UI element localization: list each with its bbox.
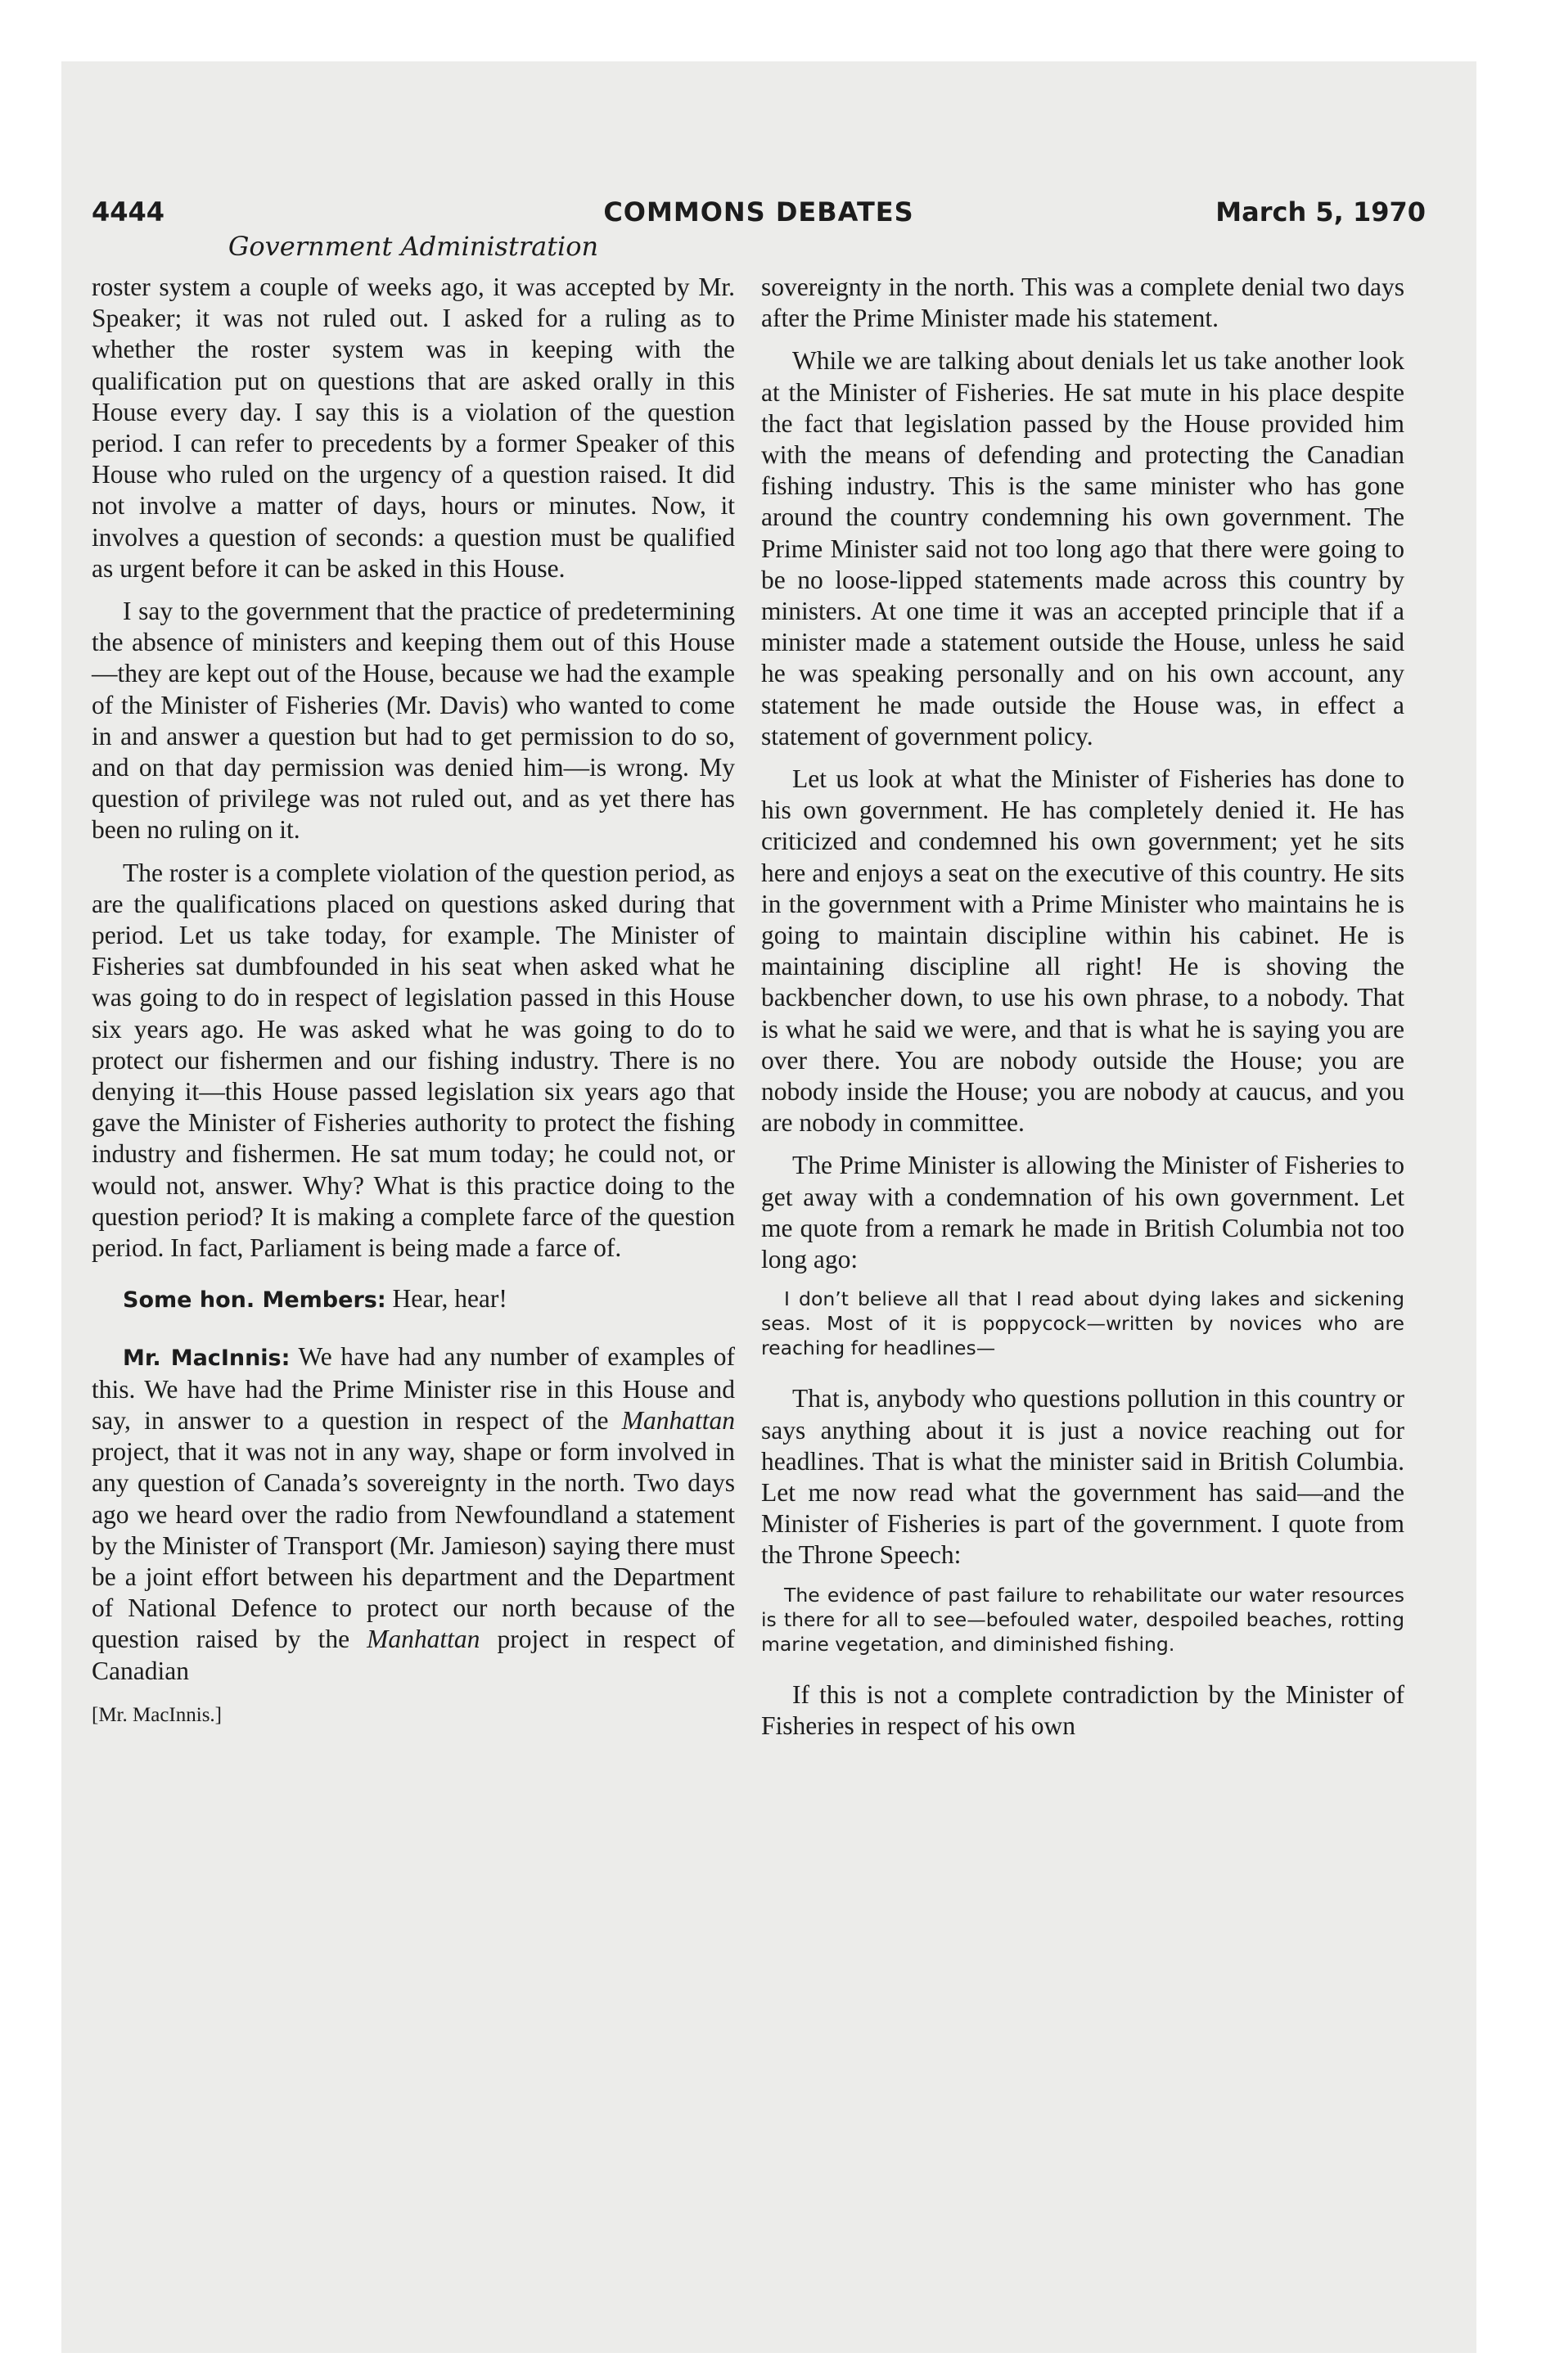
paragraph: If this is not a complete contradiction by the Minister of Fisheries in respect of his own	[761, 1679, 1404, 1740]
paragraph: sovereignty in the north. This was a complete denial two days after the Prime Minister made his statement.	[761, 273, 1404, 333]
vessel-name: Manhattan	[367, 1625, 480, 1654]
journal-title: COMMONS DEBATES	[603, 196, 914, 228]
speaker-attribution: [Mr. MacInnis.]	[92, 1703, 222, 1726]
interjection-text: Hear, hear!	[392, 1284, 507, 1314]
section-heading: Government Administration	[228, 231, 599, 262]
speech-text: We have had any number of examples of this. We have had the Prime Minister rise in this House and say, in answer to a question in respect of the	[92, 1341, 735, 1435]
interjection	[92, 1283, 735, 1316]
speaker-name: Mr. MacInnis:	[123, 1345, 291, 1371]
page-date: March 5, 1970	[1215, 196, 1426, 228]
speech-text: project, that it was not in any way, shape or form involved in any question of Canada’s sovereignty in the north. Two days ago we heard over the radio from Newfoundland a statement by the Minister of Transport (Mr. Jamieson) saying there must be a joint effort between his department and the Department of National Defence to protect our north because of the question raised by the	[92, 1437, 735, 1654]
vessel-name: Manhattan	[621, 1405, 735, 1435]
right-column	[761, 272, 1404, 1753]
paragraph: I say to the government that the practice of predetermining the absence of ministers and keeping them out of this House—they are kept out of the House, because we had the example of the Minister of Fisheries (Mr. Davis) who wanted to come in and answer a question but had to get permission to do so, and on that day permission was denied him—is wrong. My question of privilege was not ruled out, and as yet there has been no ruling on it.	[92, 597, 735, 845]
paragraph: The roster is a complete violation of the question period, as are the qualifications placed on questions asked during that period. Let us take today, for example. The Minister of Fisheries sat dumbfounded in his seat when asked what he was going to do in respect of legislation passed in this House six years ago. He was asked what he was going to do to protect our fishermen and our fishing industry. There is no denying it—this House passed legislation six years ago that gave the Minister of Fisheries authority to protect the fishing industry and fishermen. He sat mum today; he could not, or would not, answer. Why? What is this practice doing to the question period? It is making a complete farce of the question period. In fact, Parliament is being made a farce of.	[92, 858, 735, 1263]
block-quote	[761, 1583, 1404, 1657]
paragraph: That is, anybody who questions pollution in this country or says anything about it is just a novice reaching out for headlines. That is what the minister said in British Columbia. Let me now read what the government has said—and the Minister of Fisheries is part of the government. I quote from the Throne Speech:	[761, 1384, 1404, 1570]
quote-text: I don’t believe all that I read about dying lakes and sickening seas. Most of it is poppycock—written by novices who are reaching for headlines—	[761, 1287, 1404, 1360]
quote-text: The evidence of past failure to rehabilitate our water resources is there for all to see—befouled water, despoiled beaches, rotting marine vegetation, and diminished fishing.	[761, 1583, 1404, 1656]
paragraph: The Prime Minister is allowing the Minister of Fisheries to get away with a condemnation of his own government. Let me quote from a remark he made in British Columbia not too long ago:	[761, 1151, 1404, 1274]
paragraph: Let us look at what the Minister of Fisheries has done to his own government. He has completely denied it. He has criticized and condemned his own government; yet he sits here and enjoys a seat on the executive of this country. He sits in the government with a Prime Minister who maintains he is going to maintain discipline within his cabinet. He is maintaining discipline all right! He is shoving the backbencher down, to use his own phrase, to a nobody. That is what he said we were, and that is what he is saying you are over there. You are nobody outside the House; you are nobody inside the House; you are nobody at caucus, and you are nobody in committee.	[761, 764, 1404, 1138]
left-column	[92, 272, 735, 1731]
paragraph: While we are talking about denials let us take another look at the Minister of Fisheries. He sat mute in his place despite the fact that legislation passed by the House provided him with the means of defending and protecting the Canadian fishing industry. This is the same minister who has gone around the country condemning his own government. The Prime Minister said not too long ago that there were going to be no loose-lipped statements made across this country by ministers. At one time it was an accepted principle that if a minister made a statement outside the House, unless he said he was speaking personally and on his own account, any statement he made outside the House was, in effect a statement of government policy.	[761, 346, 1404, 751]
speaker-name: Some hon. Members:	[123, 1287, 386, 1314]
speech-text: project in respect of Canadian	[92, 1625, 736, 1685]
block-quote	[761, 1287, 1404, 1360]
page-number: 4444	[92, 196, 165, 228]
paragraph: roster system a couple of weeks ago, it was accepted by Mr. Speaker; it was not ruled out. I asked for a ruling as to whether the roster system was in keeping with the qualification put on questions that are asked orally in this House every day. I say this is a violation of the question period. I can refer to precedents by a former Speaker of this House who ruled on the urgency of a question raised. It did not involve a matter of days, hours or minutes. Now, it involves a question of seconds: a question must be qualified as urgent before it can be asked in this House.	[92, 273, 735, 583]
speech-paragraph	[92, 1341, 735, 1687]
